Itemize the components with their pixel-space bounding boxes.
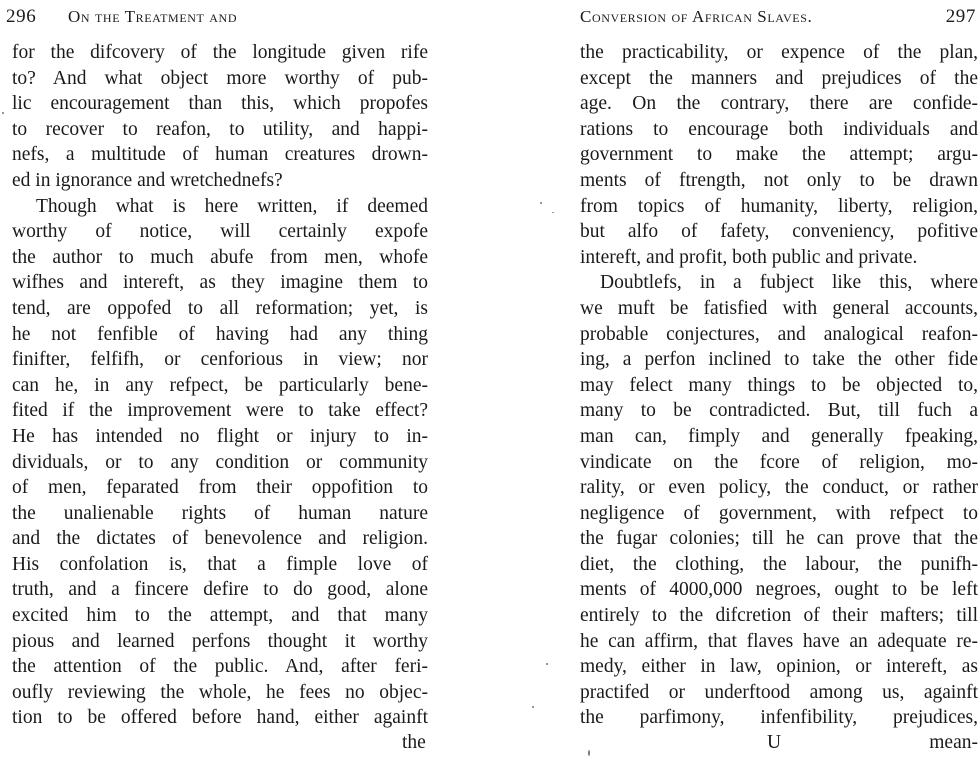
- text-line: and the dictates of benevolence and religion.: [12, 528, 428, 550]
- text-line: the fugar colonies; till he can prove that the: [580, 528, 978, 550]
- text-line: ments of 4000,000 negroes, ought to be left: [580, 579, 978, 601]
- text-line: he can affirm, that flaves have an adequate re-: [580, 630, 978, 652]
- text-line: the parfimony, infenfibility, prejudices,: [580, 707, 978, 729]
- right-page: [574, 0, 980, 759]
- text-line: tend, are oppofed to all reformation; yet, is: [12, 297, 428, 319]
- text-line: ed in ignorance and wretchednefs?: [12, 169, 283, 191]
- text-line: finifter, felfifh, or cenforious in view; nor: [12, 349, 428, 371]
- paper-speck: [540, 202, 542, 204]
- text-line: of men, feparated from their oppofition to: [12, 477, 428, 499]
- right-running-title: Conversion of African Slaves.: [580, 7, 813, 26]
- text-line: government to make the attempt; argu-: [580, 144, 978, 166]
- text-line: rality, or even policy, the conduct, or rather: [580, 477, 978, 499]
- text-line: rations to encourage both individuals and: [580, 118, 978, 140]
- text-line: the unalienable rights of human nature: [12, 502, 428, 524]
- left-page-number: 296: [6, 6, 37, 27]
- text-line: man can, fimply and generally fpeaking,: [580, 425, 978, 447]
- text-line: wifhes and intereft, as they imagine them to: [12, 272, 428, 294]
- right-running-head: [574, 6, 980, 30]
- text-line: He has intended no flight or injury to in-: [12, 425, 428, 447]
- text-line: the author to much abufe from men, whofe: [12, 246, 428, 268]
- text-line: Doubtlefs, in a fubject like this, where: [600, 272, 978, 294]
- text-line: dividuals, or to any condition or community: [12, 451, 428, 473]
- right-catchword: mean-: [929, 732, 978, 753]
- text-line: except the manners and prejudices of the: [580, 67, 978, 89]
- text-line: ing, a perfon inclined to take the other fide: [580, 349, 978, 371]
- text-line: to recover to reafon, to utility, and happi-: [12, 118, 428, 140]
- text-line: truth, and a fincere defire to do good, alone: [12, 579, 428, 601]
- text-line: many to be contradicted. But, till fuch a: [580, 400, 978, 422]
- text-line: excited him to the attempt, and that many: [12, 605, 428, 627]
- paper-speck: [552, 212, 554, 213]
- text-line: probable conjectures, and analogical reafon-: [580, 323, 978, 345]
- text-line: practifed or underftood among us, againft: [580, 681, 978, 703]
- text-line: His confolation is, that a fimple love of: [12, 553, 428, 575]
- text-line: we muft be fatisfied with general accounts,: [580, 297, 978, 319]
- text-line: can he, in any refpect, be particularly bene-: [12, 374, 428, 396]
- text-line: diet, the clothing, the labour, the punifh-: [580, 553, 978, 575]
- text-line: Though what is here written, if deemed: [36, 195, 428, 217]
- text-line: for the difcovery of the longitude given rife: [12, 42, 428, 63]
- text-line: negligence of government, with refpect to: [580, 502, 978, 524]
- text-line: age. On the contrary, there are confide-: [580, 93, 978, 115]
- right-page-number: 297: [945, 6, 976, 27]
- text-line: tion to be offered before hand, either againft: [12, 707, 428, 729]
- left-catchword: the: [402, 732, 426, 753]
- text-line: from topics of humanity, liberty, religion,: [580, 195, 978, 217]
- text-line: vindicate on the fcore of religion, mo-: [580, 451, 978, 473]
- left-text-block: [0, 40, 440, 731]
- text-line: to? And what object more worthy of pub-: [12, 67, 428, 89]
- paper-speck: [546, 663, 548, 665]
- signature-mark: U: [767, 732, 782, 753]
- text-line: the attention of the public. And, after feri-: [12, 656, 428, 678]
- text-line: ments of ftrength, not only to be drawn: [580, 169, 978, 191]
- text-line: lic encouragement than this, which propofes: [12, 93, 428, 115]
- text-line: he not fenfible of having had any thing: [12, 323, 428, 345]
- text-line: entirely to the difcretion of their mafters; till: [580, 605, 978, 627]
- text-line: may felect many things to be objected to,: [580, 374, 978, 396]
- left-running-head: [0, 6, 440, 30]
- text-line: fited if the improvement were to take effect?: [12, 400, 428, 422]
- left-running-title: On the Treatment and: [68, 7, 238, 26]
- text-line: intereft, and profit, both public and private.: [580, 246, 918, 268]
- paper-speck: [588, 750, 590, 756]
- text-line: the practicability, or expence of the plan,: [580, 42, 978, 63]
- paper-speck: [2, 112, 4, 114]
- left-page: [0, 0, 440, 759]
- text-line: nefs, a multitude of human creatures drown-: [12, 144, 428, 166]
- paper-speck: [532, 706, 534, 708]
- text-line: pious and learned perfons thought it worthy: [12, 630, 428, 652]
- text-line: oufly reviewing the whole, he fees no objec-: [12, 681, 428, 703]
- text-line: medy, either in law, opinion, or intereft, as: [580, 656, 978, 678]
- text-line: worthy of notice, will certainly expofe: [12, 221, 428, 243]
- text-line: but alfo of fafety, conveniency, pofitive: [580, 221, 978, 243]
- right-text-block: [574, 40, 980, 731]
